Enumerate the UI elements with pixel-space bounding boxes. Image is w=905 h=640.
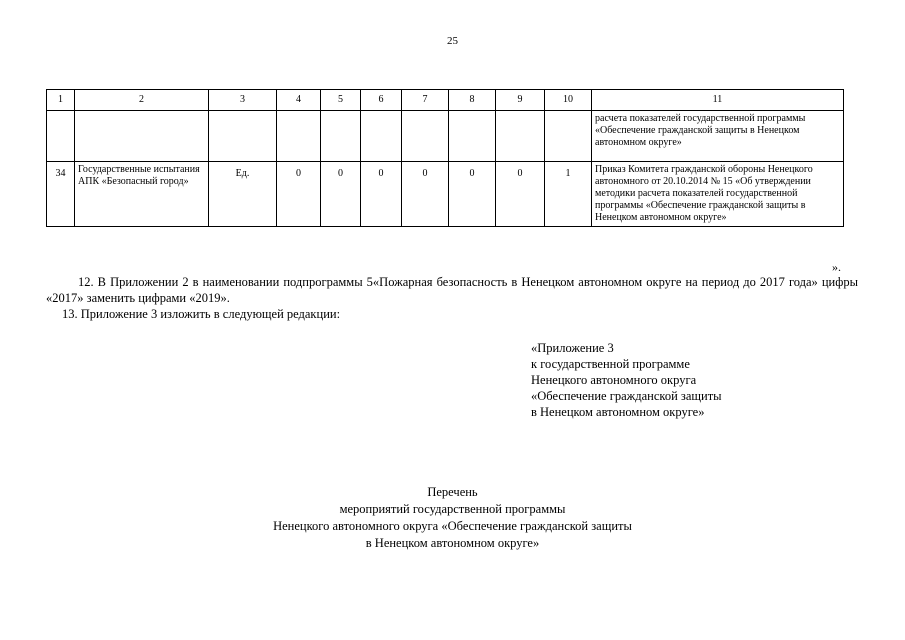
value-cell: 0 bbox=[496, 162, 545, 227]
source-cell: Приказ Комитета гражданской обороны Ненецкого автономного от 20.10.2014 № 15 «Об утверждении методики расчета показателей государственной программы «Обеспечение гражданской защиты в Ненецком автономном округе» bbox=[592, 162, 844, 227]
header-cell: 7 bbox=[402, 90, 449, 111]
header-cell: 4 bbox=[277, 90, 321, 111]
appendix-reference bbox=[531, 340, 722, 420]
header-cell: 5 bbox=[321, 90, 361, 111]
header-cell: 11 bbox=[592, 90, 844, 111]
header-cell: 3 bbox=[209, 90, 277, 111]
indicator-name: Государственные испытания АПК «Безопасный город» bbox=[75, 162, 209, 227]
indicators-table bbox=[46, 89, 844, 227]
header-cell: 1 bbox=[47, 90, 75, 111]
table-row bbox=[47, 111, 844, 162]
table-cell bbox=[321, 111, 361, 162]
closing-quote: ». bbox=[832, 260, 841, 274]
row-number: 34 bbox=[47, 162, 75, 227]
table-cell-description: расчета показателей государственной программы «Обеспечение гражданской защиты в Ненецком автономном округе» bbox=[592, 111, 844, 162]
unit-cell: Ед. bbox=[209, 162, 277, 227]
header-cell: 6 bbox=[361, 90, 402, 111]
table-cell bbox=[496, 111, 545, 162]
table-cell bbox=[402, 111, 449, 162]
header-cell: 10 bbox=[545, 90, 592, 111]
table-row bbox=[47, 162, 844, 227]
header-cell: 8 bbox=[449, 90, 496, 111]
list-title-line: мероприятий государственной программы bbox=[339, 502, 566, 516]
header-cell: 9 bbox=[496, 90, 545, 111]
table-cell bbox=[47, 111, 75, 162]
list-title bbox=[0, 484, 905, 552]
table-cell bbox=[545, 111, 592, 162]
table-cell bbox=[209, 111, 277, 162]
value-cell: 0 bbox=[277, 162, 321, 227]
value-cell: 0 bbox=[321, 162, 361, 227]
list-title-line: Ненецкого автономного округа «Обеспечение гражданской защиты bbox=[273, 519, 632, 533]
page-number: 25 bbox=[447, 35, 458, 47]
table-cell bbox=[361, 111, 402, 162]
appendix-ref-line: Ненецкого автономного округа bbox=[531, 373, 697, 387]
value-cell: 0 bbox=[449, 162, 496, 227]
value-cell: 0 bbox=[402, 162, 449, 227]
list-title-line: Перечень bbox=[427, 485, 478, 499]
table-cell bbox=[449, 111, 496, 162]
table-cell bbox=[75, 111, 209, 162]
table-header-row bbox=[47, 90, 844, 111]
value-cell: 0 bbox=[361, 162, 402, 227]
paragraph-13: 13. Приложение 3 изложить в следующей редакции: bbox=[62, 307, 341, 321]
table-cell bbox=[277, 111, 321, 162]
appendix-ref-line: в Ненецком автономном округе» bbox=[531, 405, 705, 419]
appendix-ref-line: «Обеспечение гражданской защиты bbox=[531, 389, 722, 403]
paragraph-12: 12. В Приложении 2 в наименовании подпрограммы 5«Пожарная безопасность в Ненецком автономном округе на период до 2017 года» цифры «2017» заменить цифрами «2019». bbox=[46, 275, 858, 305]
appendix-ref-line: «Приложение 3 bbox=[531, 341, 614, 355]
list-title-line: в Ненецком автономном округе» bbox=[365, 536, 540, 550]
appendix-ref-line: к государственной программе bbox=[531, 357, 690, 371]
value-cell: 1 bbox=[545, 162, 592, 227]
header-cell: 2 bbox=[75, 90, 209, 111]
